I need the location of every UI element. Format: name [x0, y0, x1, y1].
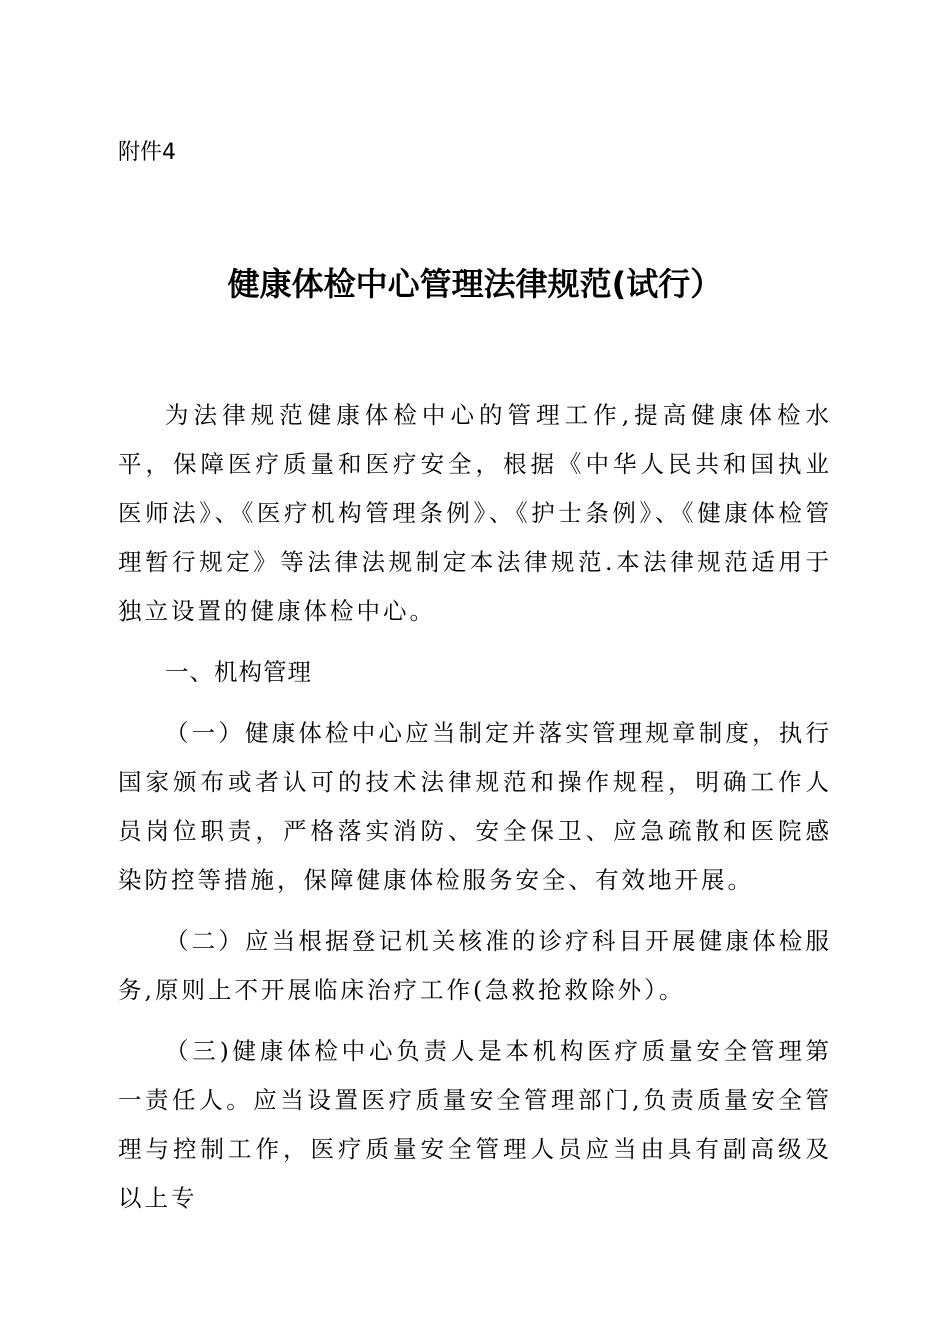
clause-paragraph-2: （二）应当根据登记机关核准的诊疗科目开展健康体检服务,原则上不开展临床治疗工作(急救抢救除外）。 [118, 927, 832, 1004]
intro-paragraph: 为法律规范健康体检中心的管理工作,提高健康体检水平，保障医疗质量和医疗安全，根据《中华人民共和国执业医师法》、《医疗机构管理条例》、《护士条例》、《健康体检管理暂行规定》等法律法规制定本法律规范.本法律规范适用于独立设置的健康体检中心。 [118, 401, 832, 625]
section-heading-institution-management: 一、机构管理 [165, 658, 312, 686]
attachment-label: 附件4 [118, 140, 176, 165]
clause-paragraph-1: （一）健康体检中心应当制定并落实管理规章制度，执行国家颁布或者认可的技术法律规范和操作规程，明确工作人员岗位职责，严格落实消防、安全保卫、应急疏散和医院感染防控等措施，保障健康体检服务安全、有效地开展。 [118, 719, 832, 894]
document-body [118, 391, 832, 1235]
document-title: 健康体检中心管理法律规范(试行） [227, 265, 723, 303]
clause-paragraph-3: （三)健康体检中心负责人是本机构医疗质量安全管理第一责任人。应当设置医疗质量安全管理部门,负责质量安全管理与控制工作，医疗质量安全管理人员应当由具有副高级及以上专 [118, 1037, 832, 1212]
